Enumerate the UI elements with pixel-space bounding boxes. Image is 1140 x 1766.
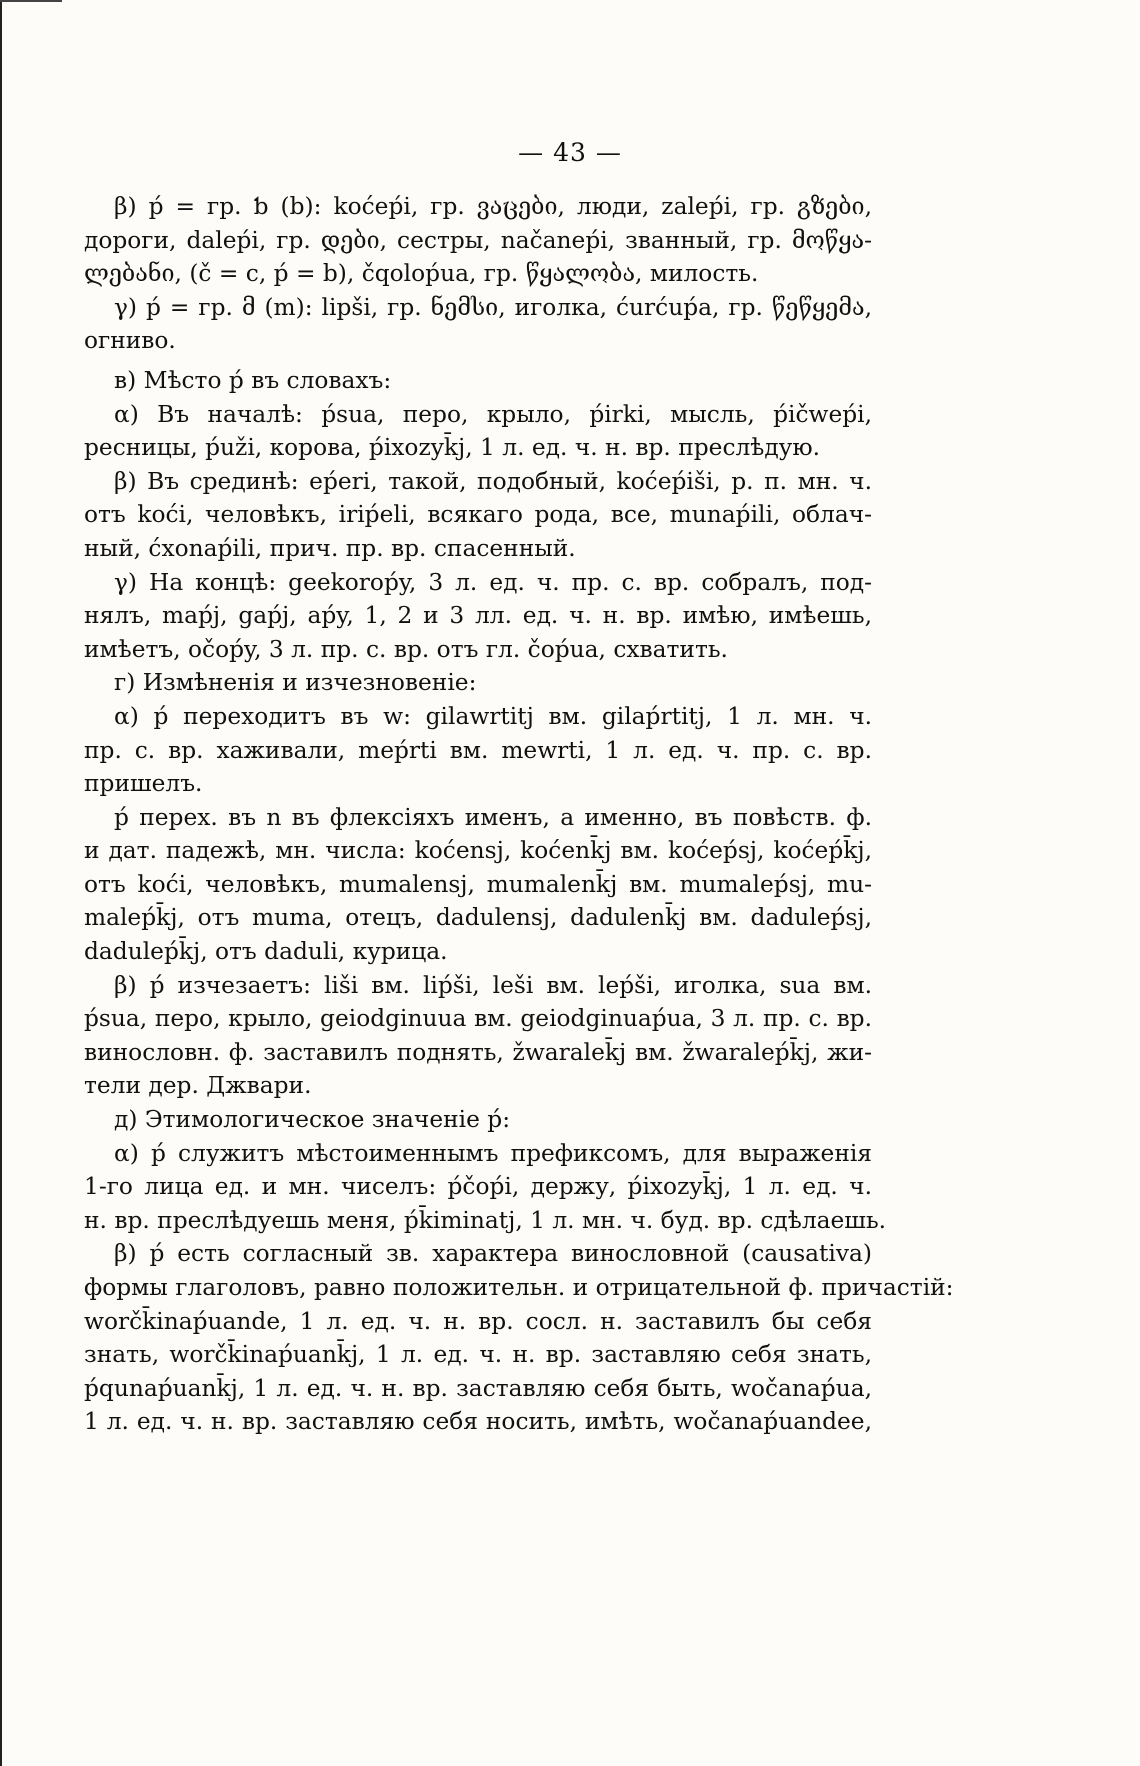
text-line: н. вр. преслѣдуешь меня, ṕk̄iminatj, 1 л. мн. ч. буд. вр. сдѣлаешь.: [84, 1206, 887, 1234]
text-line: имѣетъ, očoṕy, 3 л. пр. с. вр. отъ гл. čoṕua, схватить.: [84, 635, 728, 663]
text-line: нялъ, maṕj, gaṕj, aṕy, 1, 2 и 3 лл. ед. ч. н. вр. имѣю, имѣешь,: [84, 602, 872, 630]
text-line: ṕqunaṕuank̄j, 1 л. ед. ч. н. вр. заставляю себя быть, wočanaṕua,: [84, 1374, 872, 1402]
text-line: тели дер. Джвари.: [84, 1072, 312, 1100]
text-line: д) Этимологическое значеніе ṕ:: [114, 1106, 511, 1134]
text-line: г) Измѣненія и изчезновеніе:: [114, 669, 477, 697]
text-line: worčk̄inaṕuande, 1 л. ед. ч. н. вр. сосл. н. заставилъ бы себя: [84, 1307, 872, 1335]
text-line: огниво.: [84, 327, 176, 355]
text-line: β) ṕ есть согласный зв. характера винословной (causativa): [114, 1240, 872, 1268]
text-line: β) Въ срединѣ: eṕeri, такой, подобный, koćeṕiši, р. п. мн. ч.: [114, 467, 872, 495]
text-line: 1-го лица ед. и мн. чиселъ: ṕčoṕi, держу, ṕixozyk̄j, 1 л. ед. ч.: [84, 1173, 872, 1201]
text-line: ресницы, ṕuži, корова, ṕixozyk̄j, 1 л. ед. ч. н. вр. преслѣдую.: [84, 434, 821, 462]
text-line: β) ṕ изчезаетъ: liši вм. liṕši, leši вм. leṕši, иголка, sua вм.: [114, 971, 872, 999]
text-line: отъ koći, человѣкъ, iriṕeli, всякаго рода, все, munaṕili, облач-: [84, 501, 872, 529]
page-text: [84, 190, 954, 1439]
text-line: α) ṕ переходитъ въ w: gilawrtitj вм. gilaṕrtitj, 1 л. мн. ч.: [114, 702, 872, 730]
text-line: γ) ṕ = гр. მ (m): lipši, гр. ნემსი, иголка, ćurćuṕa, гр. წეწყემა,: [114, 293, 872, 321]
text-line: 1 л. ед. ч. н. вр. заставляю себя носить, имѣть, wočanaṕuandee,: [84, 1408, 872, 1436]
text-line: пришелъ.: [84, 770, 203, 798]
page-top-edge: [0, 0, 62, 2]
text-line: отъ koći, человѣкъ, mumalensj, mumalenk̄j вм. mumaleṕsj, mu-: [84, 870, 872, 898]
text-line: ный, ćxonaṕili, прич. пр. вр. спасенный.: [84, 534, 576, 562]
page-number: — 43 —: [518, 138, 622, 167]
text-line: дороги, daleṕi, гр. დები, сестры, načaneṕi, званный, гр. მოწყა-: [84, 226, 872, 254]
text-line: пр. с. вр. хаживали, meṕrti вм. mewrti, 1 л. ед. ч. пр. с. вр.: [84, 736, 872, 764]
text-line: maleṕk̄j, отъ muma, отецъ, dadulensj, dadulenk̄j вм. daduleṕsj,: [84, 904, 872, 932]
page-edge: [0, 0, 2, 1766]
text-line: винословн. ф. заставилъ поднять, žwaralek̄j вм. žwaraleṕk̄j, жи-: [84, 1038, 872, 1066]
text-line: ṕsua, перо, крыло, geiodginuua вм. geiodginuaṕua, 3 л. пр. с. вр.: [84, 1005, 872, 1033]
text-line: α) ṕ служитъ мѣстоименнымъ префиксомъ, для выраженія: [114, 1139, 872, 1167]
text-line: в) Мѣсто ṕ въ словахъ:: [114, 366, 392, 394]
text-line: α) Въ началѣ: ṕsua, перо, крыло, ṕirki, мысль, ṕičweṕi,: [114, 400, 872, 428]
text-line: знать, worčk̄inaṕuank̄j, 1 л. ед. ч. н. вр. заставляю себя знать,: [84, 1341, 872, 1369]
text-line: γ) На концѣ: geekoroṕy, 3 л. ед. ч. пр. с. вр. собралъ, под-: [114, 568, 872, 596]
text-line: daduleṕk̄j, отъ daduli, курица.: [84, 938, 448, 966]
text-line: ლებანი, (č = c, ṕ = b), čqoloṕua, гр. წყალობა, милость.: [84, 260, 759, 288]
text-line: ṕ перех. въ n въ флексіяхъ именъ, а именно, въ повѣств. ф.: [114, 803, 872, 831]
text-line: формы глаголовъ, равно положительн. и отрицательной ф. причастій:: [84, 1274, 954, 1301]
text-line: β) ṕ = гр. ƅ (b): koćeṕi, гр. ვაცები, люди, zaleṕi, гр. გზები,: [114, 193, 872, 220]
text-line: и дат. падежѣ, мн. числа: koćensj, koćenk̄j вм. koćeṕsj, koćeṕk̄j,: [84, 837, 872, 865]
